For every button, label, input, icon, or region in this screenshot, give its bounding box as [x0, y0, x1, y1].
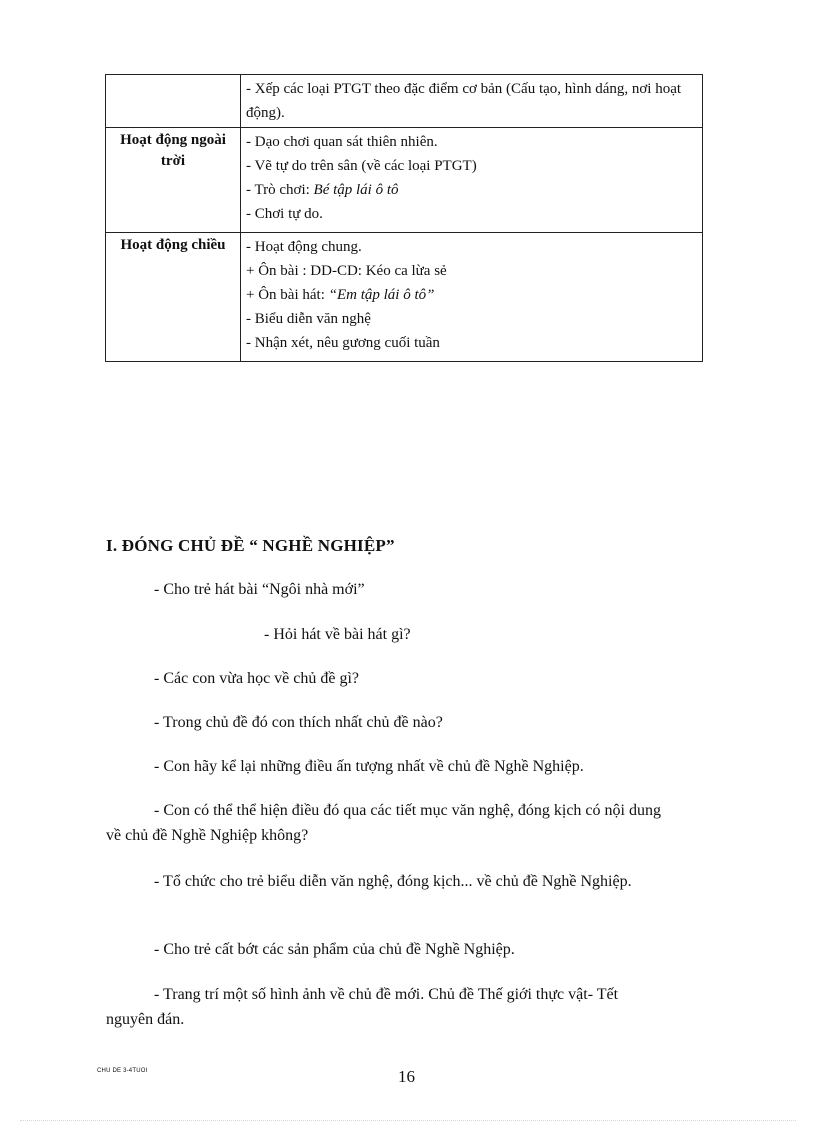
paragraph-text: - Các con vừa học về chủ đề gì?: [154, 670, 360, 687]
paragraph: [106, 754, 726, 779]
paragraph: [106, 798, 666, 848]
paragraph-text: - Trong chủ đề đó con thích nhất chủ đề nào?: [154, 714, 443, 731]
paragraph: [106, 710, 666, 735]
song-title: “Em tập lái ô tô”: [328, 287, 435, 303]
paragraph-text: - Hỏi hát về bài hát gì?: [264, 626, 411, 643]
paragraph: [106, 982, 646, 1032]
row-label: [106, 75, 241, 128]
content-line: - Hoạt động chung.: [246, 239, 362, 255]
paragraph-text: - Con có thể thể hiện điều đó qua các tiết mục văn nghệ, đóng kịch có nội dung về chủ đề Nghề Nghiệp không?: [106, 802, 661, 844]
row-label: Hoạt động chiều: [106, 233, 241, 362]
page-number: 16: [398, 1067, 415, 1086]
paragraph-text: - Cho trẻ hát bài “Ngôi nhà mới”: [154, 581, 365, 598]
paragraph-text: - Con hãy kể lại những điều ấn tượng nhất về chủ đề Nghề Nghiệp.: [154, 758, 584, 775]
activity-table: [105, 74, 703, 362]
content-line-text: - Trò chơi:: [246, 182, 314, 198]
content-line: - Vẽ tự do trên sân (về các loại PTGT): [246, 158, 477, 174]
section-heading: I. ĐÓNG CHỦ ĐỀ “ NGHỀ NGHIỆP”: [106, 536, 395, 555]
table-row: [106, 233, 703, 362]
paragraph-text: - Trang trí một số hình ảnh về chủ đề mới. Chủ đề Thế giới thực vật- Tết nguyên đán.: [106, 986, 619, 1028]
content-line: - Nhận xét, nêu gương cuối tuần: [246, 335, 440, 351]
paragraph: [106, 869, 666, 894]
content-line: + Ôn bài : DD-CD: Kéo ca lừa sẻ: [246, 263, 447, 279]
content-line: - Xếp các loại PTGT theo đặc điểm cơ bản (Cấu tạo, hình dáng, nơi hoạt động).: [246, 81, 682, 121]
footer-label: CHU DE 3-4TUOI: [97, 1068, 148, 1074]
table-row: [106, 128, 703, 233]
paragraph: [106, 577, 666, 602]
content-line: [246, 283, 697, 307]
content-line-text: + Ôn bài hát:: [246, 287, 329, 303]
table-row: [106, 75, 703, 128]
content-line: - Dạo chơi quan sát thiên nhiên.: [246, 134, 438, 150]
row-content: [241, 128, 703, 233]
content-line: - Chơi tự do.: [246, 206, 323, 222]
page-edge-divider: [20, 1120, 796, 1121]
row-content: [241, 233, 703, 362]
row-content: [241, 75, 703, 128]
row-label: Hoạt động ngoài trời: [106, 128, 241, 233]
paragraph-text: - Tổ chức cho trẻ biểu diễn văn nghệ, đóng kịch... về chủ đề Nghề Nghiệp.: [154, 873, 632, 890]
content-line: [246, 178, 697, 202]
paragraph: [106, 666, 666, 691]
game-title: Bé tập lái ô tô: [313, 182, 399, 198]
paragraph: [106, 937, 666, 962]
content-line: - Biểu diễn văn nghệ: [246, 311, 371, 327]
paragraph: [264, 622, 816, 647]
paragraph-text: - Cho trẻ cất bớt các sản phẩm của chủ đề Nghề Nghiệp.: [154, 941, 515, 958]
